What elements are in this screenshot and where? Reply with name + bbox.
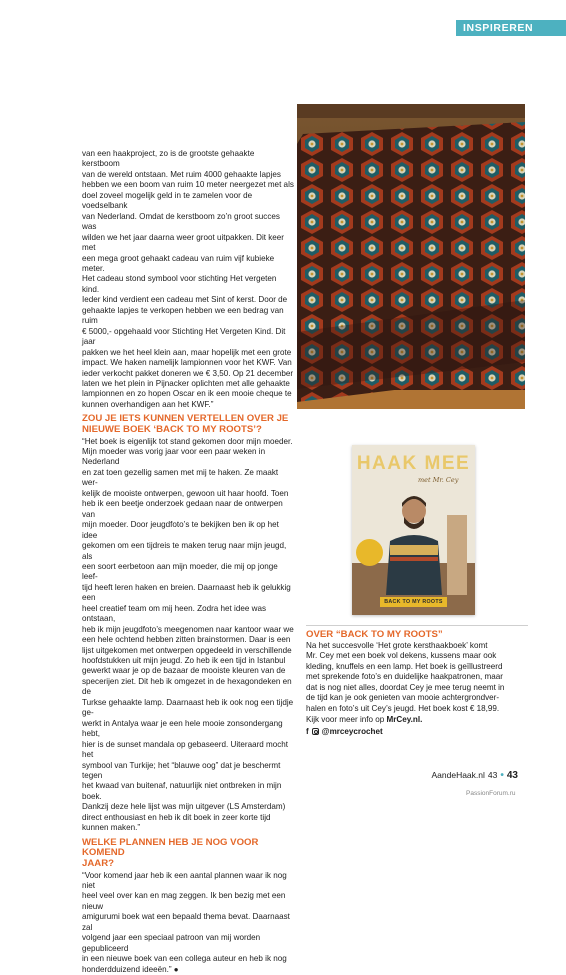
text-line: tijd heeft leren haken en breien. Daarnaast heb ik gelukkig een <box>82 582 291 603</box>
sidebar-line: kleding, knuffels en een lamp. Het boek is geïllustreerd <box>306 661 503 671</box>
blanket-photo <box>297 104 525 409</box>
facebook-icon[interactable]: f <box>306 726 309 736</box>
text-line: werkt in Antalya waar je een hele mooie zonsondergang hebt, <box>82 718 283 739</box>
text-line: “Voor komend jaar heb ik een aantal plannen waar ik nog niet <box>82 870 287 890</box>
text-line: symbool van Turkije; het “blauwe oog” dat je beschermt tegen <box>82 760 281 781</box>
footer-issue: 43 <box>487 770 498 780</box>
text-line: impact. We haken namelijk lampionnen voor het KWF. Van <box>82 358 292 368</box>
mrcey-link[interactable]: MrCey.nl. <box>386 715 423 725</box>
heading-new-book <box>82 414 294 435</box>
footer-site: AandeHaak.nl <box>431 770 485 780</box>
heading-line: NIEUWE BOEK ‘BACK TO MY ROOTS’? <box>82 423 262 435</box>
text-line: “Het boek is eigenlijk tot stand gekomen door mijn moeder. <box>82 436 293 446</box>
text-line: kelijk de mooiste ontwerpen, gewoon uit haar hoofd. Toen <box>82 488 289 498</box>
text-line: pakken we het heel klein aan, maar hopelijk met een grote <box>82 347 292 357</box>
text-line: heb ik mijn jeugdfoto’s meegenomen naar kantoor waar we <box>82 624 294 634</box>
text-line: Mijn moeder was vorig jaar voor een paar weken in Nederland <box>82 446 266 467</box>
page-footer <box>428 768 518 782</box>
sidebar-line: de tijd kan je ook genieten van mooie achtergrondver- <box>306 693 500 703</box>
heading-line: ZOU JE IETS KUNNEN VERTELLEN OVER JE <box>82 413 289 425</box>
text-line: honderdduizend ideeën.” ● <box>82 964 179 974</box>
text-line: het kwaad van buitenaf, natuurlijk niet ontbreken in mijn boek. <box>82 781 282 801</box>
text-line: gewerkt waar je op de bazaar de mooiste kleuren van de <box>82 666 286 676</box>
watermark: PassionForum.ru <box>466 790 516 797</box>
text-line: hoofdstukken uit mijn jeugd. Zo heb ik een tijd in Istanbul <box>82 656 286 666</box>
section-tag: INSPIREREN <box>456 20 566 36</box>
text-line: wilden we het jaar daarna weer groot uitpakken. Dit keer met <box>82 232 285 253</box>
book-subtitle: met Mr. Cey <box>418 476 459 484</box>
text-line: Dankzij deze hele lijst was mijn uitgever (LS Amsterdam) <box>82 802 286 812</box>
sidebar-line: met sprekende foto’s en duidelijke haakpatronen, maar <box>306 672 503 682</box>
article-intro <box>82 149 294 410</box>
sidebar-line: Na het succesvolle ‘Het grote kersthaakboek’ komt <box>306 641 488 650</box>
text-line: heel veel over kan en mag zeggen. Ik ben bezig met een nieuw <box>82 891 286 911</box>
text-line: een hele ochtend hebben zitten brainstormen. Daar is een <box>82 635 291 645</box>
book-info-heading: OVER “BACK TO MY ROOTS” <box>306 629 443 640</box>
text-line: hebben we een boom van ruim 10 meter neergezet met als <box>82 180 294 190</box>
sidebar-line: Mr. Cey met een boek vol dekens, kussens maar ook <box>306 651 497 661</box>
text-line: en zat toen gezellig samen met mij te haken. Ze maakt wer- <box>82 467 279 488</box>
text-line: gehaakte lapjes te verkopen hebben we een bedrag van ruim <box>82 305 284 326</box>
text-line: specerijen ziet. Dit heb ik omgezet in de hexagondeken en de <box>82 676 292 697</box>
sidebar-line: dat is nog niet alles, doordat Cey je mee terug neemt in <box>306 682 505 692</box>
instagram-icon[interactable] <box>312 728 319 735</box>
text-line: heel creatief team om mij heen. Zodra het idee was ontstaan, <box>82 603 267 624</box>
book-cover <box>352 445 475 615</box>
social-handle[interactable]: @mrceycrochet <box>321 726 383 736</box>
text-line: heb ik een beetje onderzoek gedaan naar de ontwerpen van <box>82 499 283 519</box>
text-line: ieder verkocht pakket doneren we € 3,50. Op 21 december <box>82 368 294 378</box>
text-line: direct enthousiast en heb ik dit boek in zeer korte tijd <box>82 812 271 822</box>
text-line: gekomen om een tijdreis te maken terug naar mijn jeugd, als <box>82 541 287 561</box>
heading-line: WELKE PLANNEN HEB JE NOG VOOR KOMEND <box>82 836 259 859</box>
blanket-illustration <box>297 104 525 409</box>
book-strip: BACK TO MY ROOTS <box>380 597 447 607</box>
text-line: van Nederland. Omdat de kerstboom zo’n groot succes was <box>82 211 280 232</box>
text-line: doel zoveel mogelijk geld in te zamelen voor de voedselbank <box>82 190 253 211</box>
book-title: HAAK MEE <box>356 453 471 474</box>
book-info-text <box>306 641 528 714</box>
text-line: van de wereld ontstaan. Met ruim 4000 gehaakte lapjes <box>82 169 281 179</box>
text-line: Ieder kind verdient een cadeau met Sint of kerst. Door de <box>82 295 288 305</box>
text-line: amigurumi boek wat een bepaald thema bevat. Daarnaast zal <box>82 912 290 932</box>
book-info-box <box>306 625 528 736</box>
text-line: een mega groot gehaakt cadeau van ruim vijf kubieke meter. <box>82 253 275 273</box>
social-handle-row <box>306 727 528 736</box>
page-number: 43 <box>506 769 518 781</box>
text-line: hier is de sunset mandala op gebaseerd. Uiteraard mocht het <box>82 739 289 760</box>
heading-line: JAAR? <box>82 857 114 869</box>
article-section-book <box>82 437 294 834</box>
text-line: in een nieuwe boek van een collega auteur en heb ik nog <box>82 954 287 964</box>
sidebar-line: halen en foto’s uit Cey’s jeugd. Het boek kost € 18,99. <box>306 703 500 713</box>
more-info-prefix: Kijk voor meer info op <box>306 715 387 725</box>
text-line: laten we het plein in Pijnacker oplichten met alle gehaakte <box>82 378 290 388</box>
text-line: een soort eerbetoon aan mijn moeder, die mij op jonge leef- <box>82 561 278 582</box>
text-line: van een haakproject, zo is de grootste gehaakte kerstboom <box>82 149 255 169</box>
text-line: Het cadeau stond symbool voor stichting Het vergeten kind. <box>82 274 277 294</box>
text-line: € 5000,- opgehaald voor Stichting Het Vergeten Kind. Dit jaar <box>82 326 286 347</box>
footer-separator: • <box>500 769 504 781</box>
text-line: kunnen maken.” <box>82 823 141 833</box>
text-line: lijst uitgekomen met ontwerpen opgedeeld in verschillende <box>82 645 292 655</box>
text-line: Turkse gehaakte lamp. Daarnaast heb ik ook nog een tijdje ge- <box>82 697 294 718</box>
text-line: volgend jaar een speciaal patroon van mij worden gepubliceerd <box>82 933 261 953</box>
article-column <box>82 149 294 975</box>
text-line: mijn moeder. Door jeugdfoto’s te bekijken ben ik op het idee <box>82 520 279 540</box>
article-section-plans <box>82 871 294 975</box>
heading-plans <box>82 838 294 870</box>
more-info-line <box>306 715 528 725</box>
book-badge-icon <box>356 539 383 566</box>
text-line: kunnen overhandigen aan het KWF.” <box>82 399 214 409</box>
text-line: lampionnen en zo hopen Oscar en ik een mooie cheque te <box>82 389 292 399</box>
